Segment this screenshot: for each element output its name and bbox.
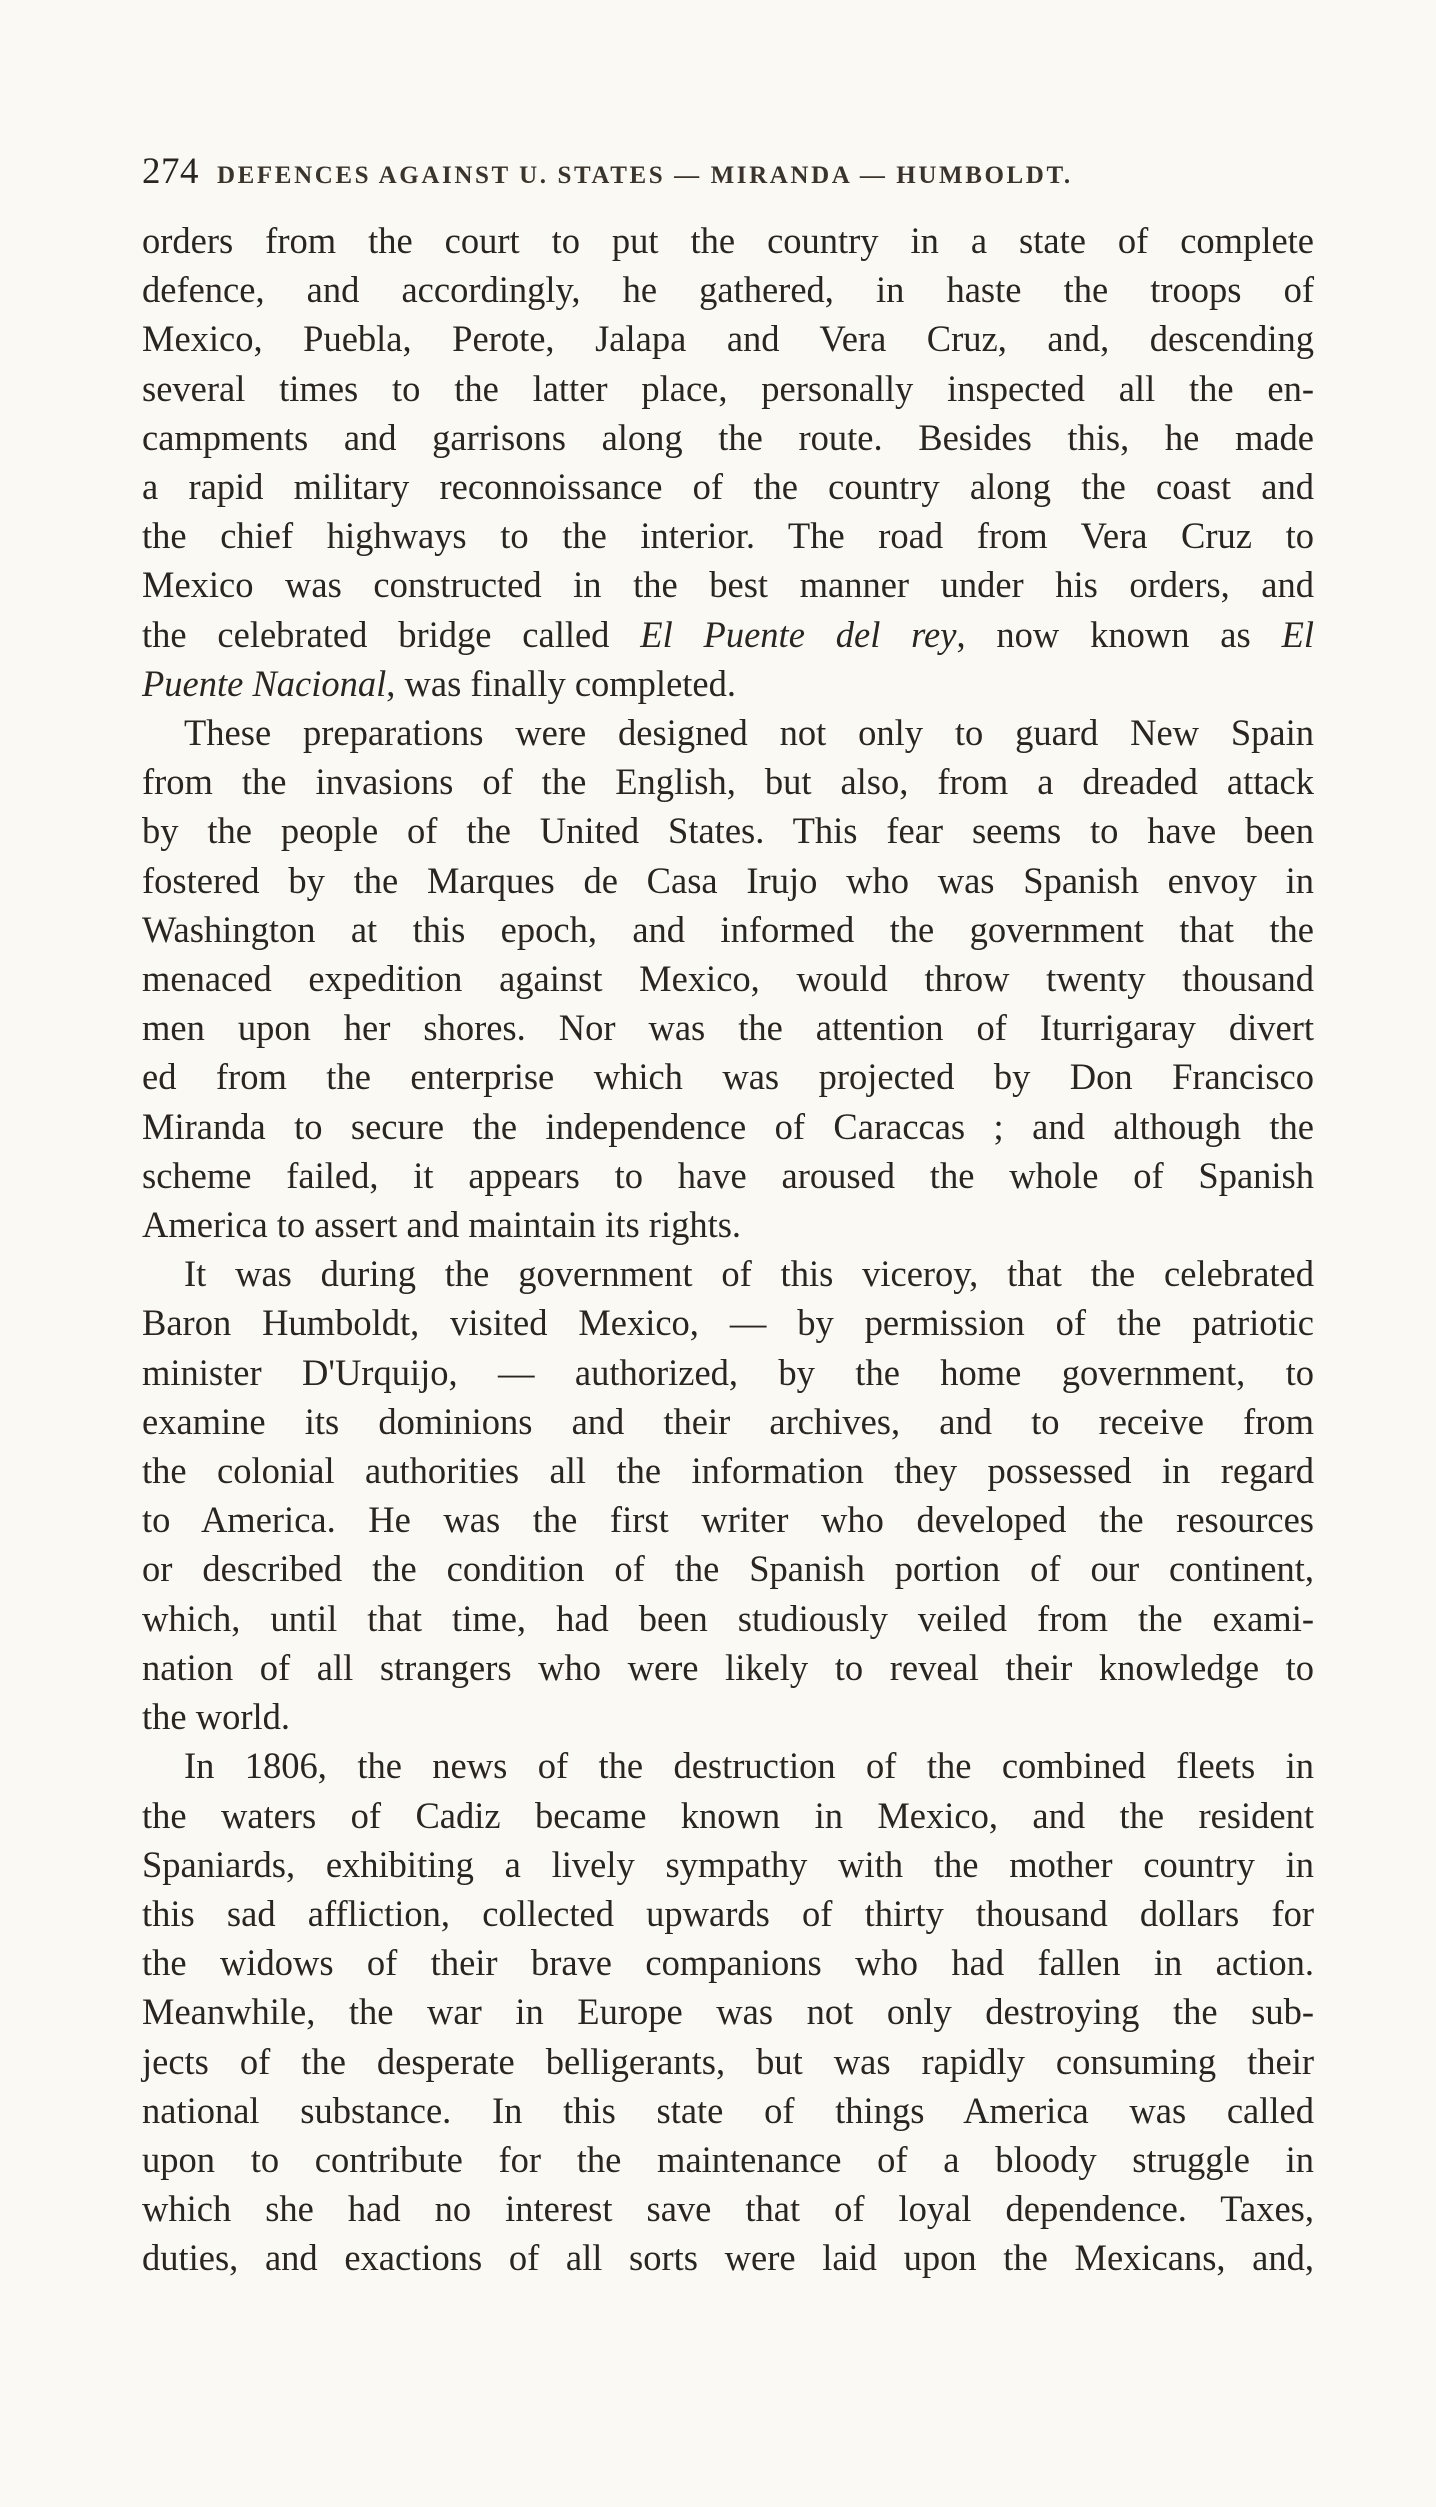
text-line: from the invasions of the English, but also, from a dreaded attack <box>142 761 1314 803</box>
text-line: Miranda to secure the independence of Caraccas ; and although the <box>142 1105 1314 1147</box>
text-run: the celebrated bridge called <box>142 613 641 655</box>
text-line: to America. He was the first writer who developed the resources <box>142 1499 1314 1541</box>
text-line: scheme failed, it appears to have aroused the whole of Spanish <box>142 1154 1314 1196</box>
text-line: by the people of the United States. This fear seems to have been <box>142 810 1314 852</box>
text-line: menaced expedition against Mexico, would throw twenty thousand <box>142 958 1314 1000</box>
text-line: the colonial authorities all the information they possessed in regard <box>142 1450 1314 1492</box>
text-line: orders from the court to put the country in a state of complete <box>142 220 1314 261</box>
italic-bridge-name-start: El <box>1281 613 1314 655</box>
text-line: several times to the latter place, personally inspected all the en- <box>142 367 1314 409</box>
text-line: examine its dominions and their archives, and to receive from <box>142 1400 1314 1442</box>
text-line <box>142 659 1314 708</box>
text-line: In 1806, the news of the destruction of the combined fleets in <box>184 1745 1314 1787</box>
text-line: Washington at this epoch, and informed the government that the <box>142 908 1314 950</box>
text-line <box>142 610 1314 659</box>
text-line: the waters of Cadiz became known in Mexico, and the resident <box>142 1794 1314 1836</box>
italic-bridge-name: El Puente del rey <box>640 613 957 655</box>
text-line: Spaniards, exhibiting a lively sympathy with the mother country in <box>142 1843 1314 1885</box>
text-line: national substance. In this state of things America was called <box>142 2089 1314 2131</box>
text-line: Mexico, Puebla, Perote, Jalapa and Vera Cruz, and, descending <box>142 318 1314 360</box>
running-head <box>142 150 1314 210</box>
text-line: minister D'Urquijo, — authorized, by the home government, to <box>142 1351 1314 1393</box>
italic-bridge-name-end: Puente Nacional <box>142 662 387 704</box>
text-line: men upon her shores. Nor was the attention of Iturrigaray divert <box>142 1007 1314 1049</box>
text-line: which she had no interest save that of loyal dependence. Taxes, <box>142 2188 1314 2230</box>
text-line: duties, and exactions of all sorts were laid upon the Mexicans, and, <box>142 2237 1314 2279</box>
text-line: Baron Humboldt, visited Mexico, — by permission of the patriotic <box>142 1302 1314 1344</box>
book-page <box>142 150 1314 2283</box>
text-line: or described the condition of the Spanish portion of our continent, <box>142 1548 1314 1590</box>
text-line: the world. <box>142 1696 290 1738</box>
text-line: which, until that time, had been studiously veiled from the exami- <box>142 1597 1314 1639</box>
text-line: ed from the enterprise which was projected by Don Francisco <box>142 1056 1314 1098</box>
text-line: America to assert and maintain its rights. <box>142 1204 742 1246</box>
paragraph-1 <box>142 216 1314 708</box>
text-line: Meanwhile, the war in Europe was not only destroying the sub- <box>142 1991 1314 2033</box>
paragraph-3 <box>142 1249 1314 1741</box>
text-line: the widows of their brave companions who had fallen in action. <box>142 1942 1314 1984</box>
text-run: , now known as <box>956 613 1282 655</box>
text-run: , was finally completed. <box>386 662 736 704</box>
text-line: campments and garrisons along the route. Besides this, he made <box>142 416 1314 458</box>
paragraph-4 <box>142 1741 1314 2282</box>
text-line: upon to contribute for the maintenance of a bloody struggle in <box>142 2138 1314 2180</box>
text-line: Mexico was constructed in the best manner under his orders, and <box>142 564 1314 606</box>
page-number: 274 <box>142 151 199 192</box>
running-title: DEFENCES AGAINST U. STATES — MIRANDA — HUMBOLDT. <box>217 162 1073 189</box>
text-line: the chief highways to the interior. The road from Vera Cruz to <box>142 515 1314 557</box>
text-line: These preparations were designed not only to guard New Spain <box>184 712 1314 754</box>
text-line: defence, and accordingly, he gathered, in haste the troops of <box>142 269 1314 311</box>
text-line: It was during the government of this viceroy, that the celebrated <box>184 1253 1314 1295</box>
text-line: jects of the desperate belligerants, but was rapidly consuming their <box>142 2040 1314 2082</box>
text-line: this sad affliction, collected upwards of thirty thousand dollars for <box>142 1892 1314 1934</box>
paragraph-2 <box>142 708 1314 1249</box>
text-line: nation of all strangers who were likely to reveal their knowledge to <box>142 1646 1314 1688</box>
text-line: fostered by the Marques de Casa Irujo who was Spanish envoy in <box>142 859 1314 901</box>
text-line: a rapid military reconnoissance of the country along the coast and <box>142 466 1314 508</box>
